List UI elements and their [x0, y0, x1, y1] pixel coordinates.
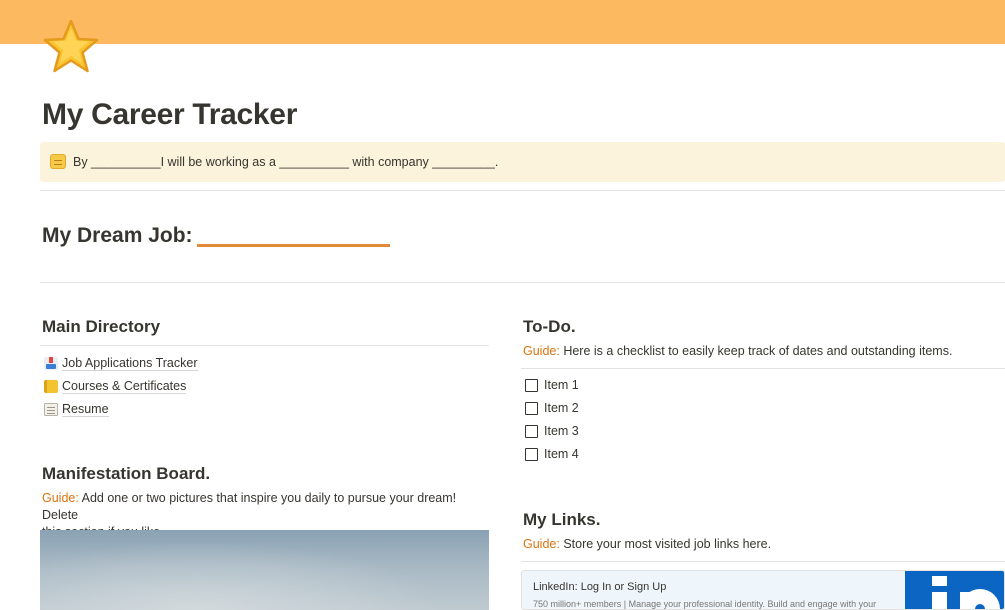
manifestation-heading: Manifestation Board.	[42, 464, 211, 483]
divider	[521, 368, 1005, 369]
checkbox[interactable]	[525, 379, 538, 392]
dream-job-blank[interactable]	[197, 244, 390, 247]
dream-job-label: My Dream Job:	[42, 224, 193, 247]
guide-label: Guide:	[523, 537, 560, 551]
page-title: My Career Tracker	[42, 98, 298, 131]
bookmark-description: 750 million+ members | Manage your professional identity. Build and engage with your	[533, 599, 877, 609]
page-cover[interactable]	[0, 0, 1005, 44]
manifestation-image[interactable]	[40, 530, 489, 610]
bookmark-title: LinkedIn: Log In or Sign Up	[533, 581, 667, 593]
todo-item-label: Item 3	[544, 424, 579, 438]
todo-item[interactable]	[525, 400, 579, 416]
guide-text: Store your most visited job links here.	[563, 537, 772, 551]
guide-text: Add one or two pictures that inspire you daily to pursue your dream! Delete	[42, 491, 457, 522]
links-heading: My Links.	[523, 510, 601, 529]
todo-item-label: Item 4	[544, 447, 579, 461]
divider	[521, 561, 1005, 562]
guide-text: Here is a checklist to easily keep track of dates and outstanding items.	[563, 344, 953, 358]
checkbox[interactable]	[525, 402, 538, 415]
directory-item-job-applications[interactable]	[44, 354, 198, 372]
goal-callout[interactable]	[40, 142, 1005, 182]
star-icon[interactable]	[40, 18, 102, 76]
inbox-tray-icon	[44, 357, 58, 370]
divider	[40, 345, 489, 346]
directory-item-label: Job Applications Tracker	[62, 355, 198, 370]
linkedin-bookmark[interactable]	[521, 570, 1005, 610]
guide-label: Guide:	[523, 344, 560, 358]
todo-guide	[523, 343, 952, 360]
divider	[40, 282, 1005, 283]
notepad-icon	[44, 403, 58, 416]
main-directory-heading: Main Directory	[42, 317, 161, 336]
todo-heading: To-Do.	[523, 317, 576, 336]
dream-job-heading[interactable]	[42, 224, 390, 248]
linkedin-logo	[905, 571, 1005, 610]
folder-icon	[44, 380, 58, 393]
todo-item[interactable]	[525, 377, 579, 393]
divider	[40, 190, 1005, 191]
directory-item-label: Resume	[62, 401, 109, 416]
todo-item[interactable]	[525, 423, 579, 439]
todo-item-label: Item 2	[544, 401, 579, 415]
directory-item-resume[interactable]	[44, 400, 109, 418]
checkbox[interactable]	[525, 448, 538, 461]
notepad-icon	[50, 154, 66, 169]
directory-item-label: Courses & Certificates	[62, 378, 187, 393]
guide-label: Guide:	[42, 491, 79, 505]
directory-item-courses[interactable]	[44, 377, 186, 395]
callout-text[interactable]: By __________I will be working as a __________ with company _________.	[73, 155, 499, 169]
checkbox[interactable]	[525, 425, 538, 438]
todo-item[interactable]	[525, 446, 579, 462]
todo-item-label: Item 1	[544, 378, 579, 392]
links-guide	[523, 536, 771, 553]
